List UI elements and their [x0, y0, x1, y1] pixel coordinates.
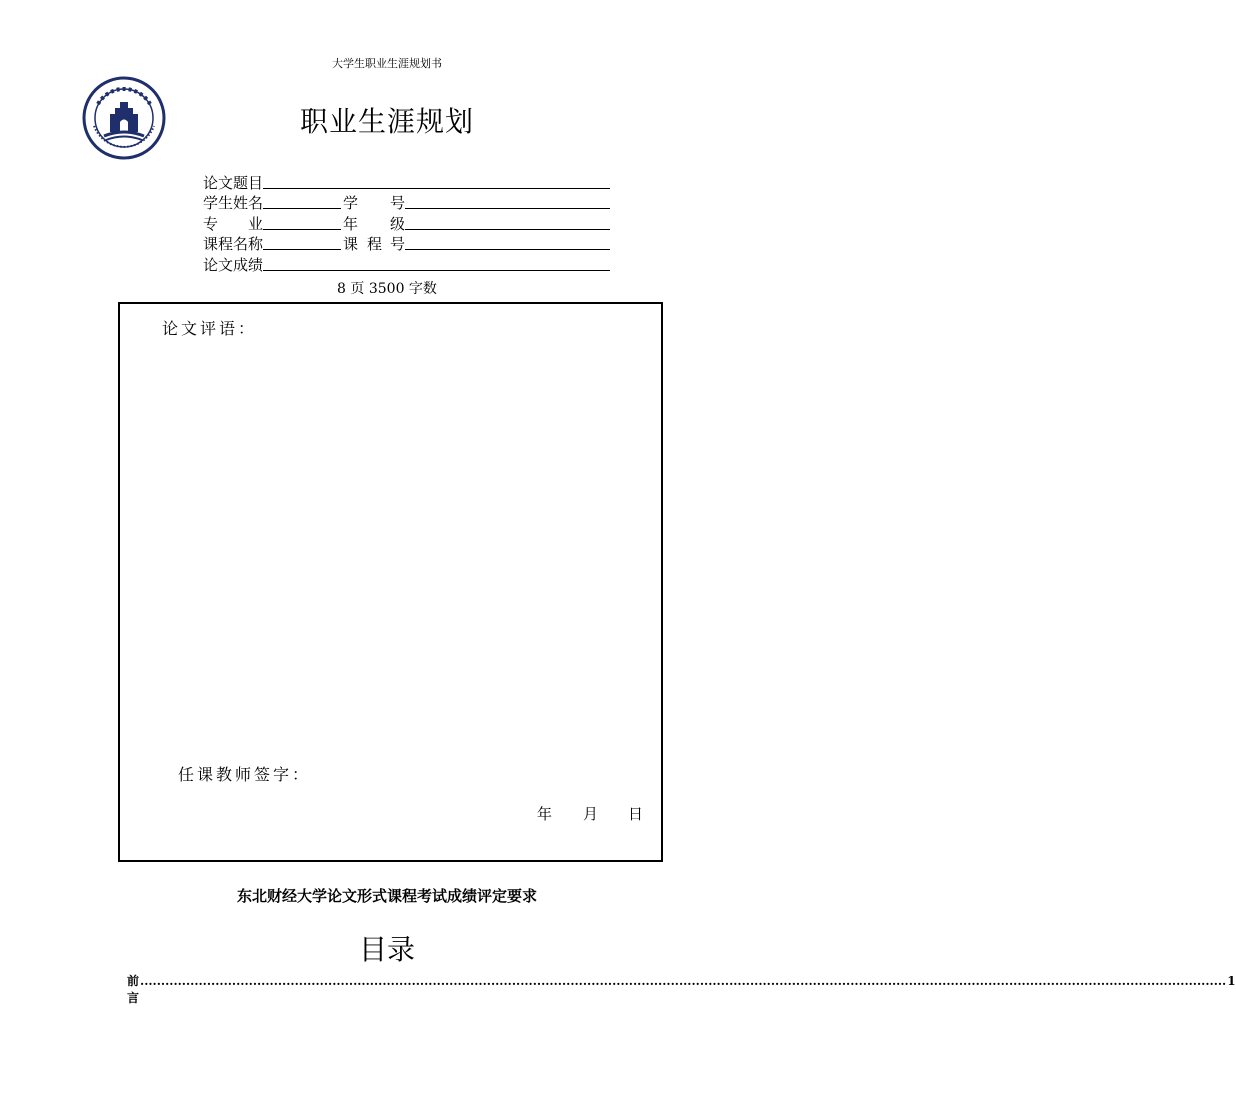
course-no-label-b: 程	[367, 235, 383, 253]
grade-field[interactable]	[405, 229, 610, 230]
student-id-field[interactable]	[405, 208, 610, 209]
student-id-label-a: 学	[343, 194, 359, 212]
signature-label: 任课教师签字：	[178, 765, 312, 784]
thesis-title-field[interactable]	[263, 188, 610, 189]
grade-label-a: 年	[343, 215, 359, 233]
requirements-heading: 东北财经大学论文形式课程考试成绩评定要求	[236, 887, 537, 905]
course-name-label: 课程名称	[203, 235, 264, 253]
toc-entry-page: 1	[1227, 974, 1236, 988]
date-month-label: 月	[583, 805, 599, 823]
course-no-label-a: 课	[343, 235, 359, 253]
date-day-label: 日	[628, 805, 644, 823]
toc-leader-dots: ....................................................................................................................................................................................................................................................................	[140, 974, 1227, 988]
running-header: 大学生职业生涯规划书	[332, 57, 442, 70]
grade-label-b: 级	[390, 215, 406, 233]
document-title: 职业生涯规划	[299, 105, 474, 138]
major-label-b: 业	[248, 215, 264, 233]
course-name-field[interactable]	[263, 249, 341, 250]
score-field[interactable]	[263, 270, 610, 271]
student-id-label-b: 号	[390, 194, 406, 212]
toc-entry-label: 前言	[127, 974, 140, 1005]
student-name-field[interactable]	[263, 208, 341, 209]
page-word-count: 8 页 3500 字数	[337, 281, 437, 297]
course-no-label-c: 号	[390, 235, 406, 253]
major-label-a: 专	[203, 215, 219, 233]
comment-label: 论文评语：	[162, 319, 258, 338]
major-field[interactable]	[263, 229, 341, 230]
course-no-field[interactable]	[405, 249, 610, 250]
toc-entry[interactable]	[127, 972, 1236, 1006]
toc-title: 目录	[358, 933, 415, 966]
date-year-label: 年	[537, 805, 553, 823]
score-label: 论文成绩	[203, 256, 264, 274]
thesis-title-label: 论文题目	[203, 174, 264, 192]
student-name-label: 学生姓名	[203, 194, 264, 212]
